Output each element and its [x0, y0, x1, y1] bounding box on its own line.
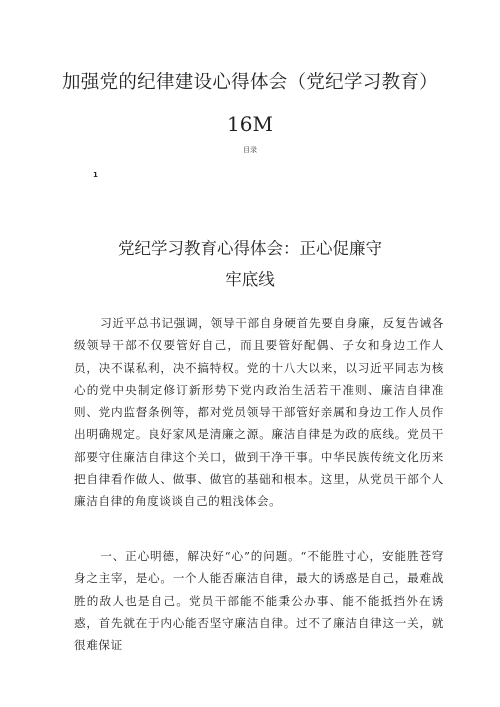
toc-entry-number: 1 — [93, 171, 98, 179]
body-paragraph — [74, 545, 444, 656]
section-title-line-1: 党纪学习教育心得体会：正心促廉守 — [118, 239, 382, 258]
document-title: 加强党的纪律建设心得体会（党纪学习教育） — [61, 72, 438, 93]
document-subtitle: 16M — [227, 112, 273, 136]
paragraph-text: 习近平总书记强调，领导干部自身硬首先要自身廉，反复告诫各级领导干部不仅要管好自己，而且要管好配偶、子女和身边工作人员，决不谋私利，决不搞特权。党的十八大以来，以习近平同志为核心的党中央制定修订新形势下党内政治生活若干准则、廉洁自律准则、党内监督条例等，都对党员领导干部管好亲属和身边工作人员作出明确规定。良好家风是清廉之源。廉洁自律是为政的底线。党员干部要守住廉洁自律这个关口，做到干净干事。中华民族传统文化历来把自律看作做人、做事、做官的基础和根本。这里，从党员干部个人廉洁自律的角度谈谈自己的粗浅体会。 — [74, 316, 444, 509]
toc-label: 目录 — [243, 146, 257, 154]
body-paragraph — [74, 312, 444, 513]
paragraph-text: 一、正心明德，解决好“心”的问题。“不能胜寸心，安能胜苍穹身之主宰，是心。一个人能否廉洁自律，最大的诱惑是自己，最难战胜的敌人也是自己。党员干部能不能秉公办事、能不能抵挡外在诱惑，首先就在于内心能否坚守廉洁自律。过不了廉洁自律这一关，就很难保证 — [74, 549, 444, 653]
section-title-line-2: 牢底线 — [225, 270, 275, 289]
section-title — [0, 233, 500, 295]
